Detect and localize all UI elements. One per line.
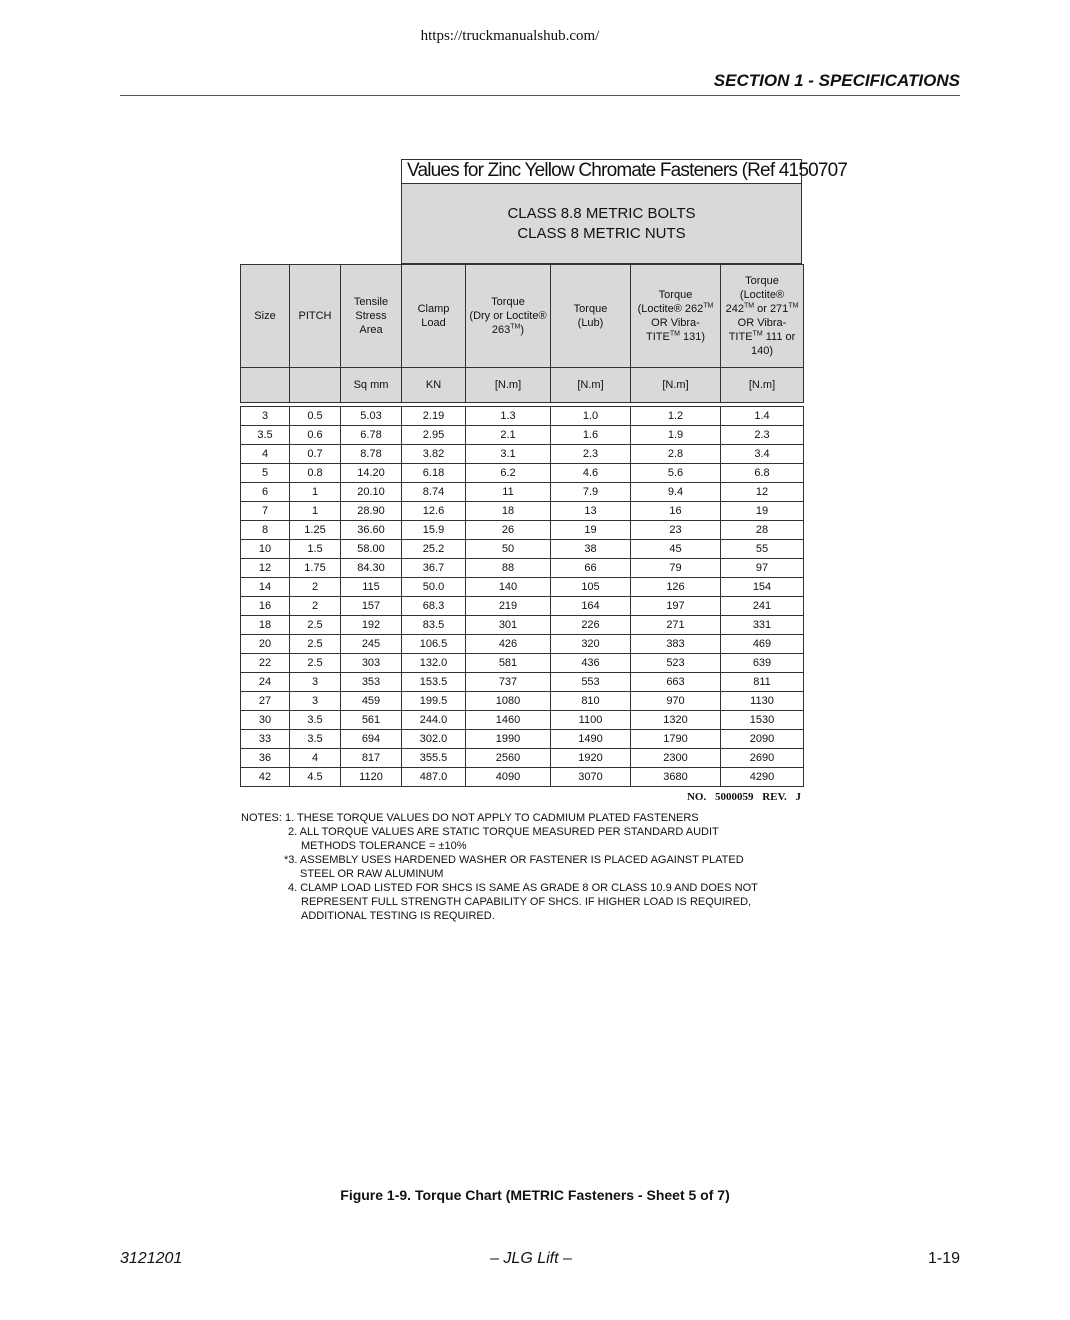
table-cell: 28: [721, 521, 804, 540]
table-cell: 9.4: [631, 483, 721, 502]
table-cell: 3.5: [241, 426, 290, 445]
table-cell: 36.60: [341, 521, 402, 540]
table-cell: 226: [551, 616, 631, 635]
table-cell: 4: [241, 445, 290, 464]
table-cell: 6.78: [341, 426, 402, 445]
table-cell: 83.5: [402, 616, 466, 635]
table-row: [241, 616, 804, 635]
table-cell: 58.00: [341, 540, 402, 559]
table-cell: 6.8: [721, 464, 804, 483]
table-cell: 18: [466, 502, 551, 521]
unit-cell: KN: [402, 368, 466, 403]
table-row: [241, 559, 804, 578]
table-row: [241, 426, 804, 445]
table-body: [241, 407, 804, 787]
table-cell: 20: [241, 635, 290, 654]
table-cell: 197: [631, 597, 721, 616]
table-cell: 0.8: [290, 464, 341, 483]
table-row: [241, 578, 804, 597]
table-cell: 355.5: [402, 749, 466, 768]
table-cell: 3.82: [402, 445, 466, 464]
table-cell: 817: [341, 749, 402, 768]
table-cell: 22: [241, 654, 290, 673]
col-torque-lub: Torque (Lub): [551, 265, 631, 368]
note-line: 2. ALL TORQUE VALUES ARE STATIC TORQUE MEASURED PER STANDARD AUDIT: [288, 826, 719, 838]
table-cell: 154: [721, 578, 804, 597]
table-cell: 639: [721, 654, 804, 673]
table-row: [241, 768, 804, 787]
table-cell: 14: [241, 578, 290, 597]
table-cell: 30: [241, 711, 290, 730]
table-cell: 2.19: [402, 407, 466, 426]
table-cell: 436: [551, 654, 631, 673]
table-cell: 199.5: [402, 692, 466, 711]
table-cell: 20.10: [341, 483, 402, 502]
table-cell: 0.6: [290, 426, 341, 445]
table-cell: 50.0: [402, 578, 466, 597]
document-number: NO. 5000059 REV. J: [686, 791, 801, 803]
table-cell: 8.74: [402, 483, 466, 502]
table-cell: 1.75: [290, 559, 341, 578]
table-cell: 5: [241, 464, 290, 483]
table-cell: 1120: [341, 768, 402, 787]
table-cell: 3.5: [290, 711, 341, 730]
table-cell: 0.7: [290, 445, 341, 464]
class-nuts: CLASS 8 METRIC NUTS: [517, 225, 686, 242]
table-cell: 5.03: [341, 407, 402, 426]
table-cell: 153.5: [402, 673, 466, 692]
table-cell: 2.3: [721, 426, 804, 445]
table-row: [241, 540, 804, 559]
note-line: NOTES: 1. THESE TORQUE VALUES DO NOT APPLY TO CADMIUM PLATED FASTENERS: [241, 812, 699, 824]
table-cell: 66: [551, 559, 631, 578]
table-cell: 3.4: [721, 445, 804, 464]
table-cell: 331: [721, 616, 804, 635]
table-cell: 271: [631, 616, 721, 635]
table-cell: 2.1: [466, 426, 551, 445]
unit-cell: [N.m]: [466, 368, 551, 403]
table-title: Values for Zinc Yellow Chromate Fasteners (Ref 4150707: [402, 160, 801, 184]
table-cell: 5.6: [631, 464, 721, 483]
table-cell: 1.3: [466, 407, 551, 426]
figure-caption: Figure 1-9. Torque Chart (METRIC Fasteners - Sheet 5 of 7): [340, 1187, 730, 1203]
table-cell: 426: [466, 635, 551, 654]
col-pitch: PITCH: [290, 265, 341, 368]
table-cell: 2: [290, 578, 341, 597]
table-cell: 12.6: [402, 502, 466, 521]
source-url: https://truckmanualshub.com/: [420, 28, 600, 44]
note-line: STEEL OR RAW ALUMINUM: [300, 868, 444, 880]
table-cell: 4: [290, 749, 341, 768]
table-cell: 6.18: [402, 464, 466, 483]
table-cell: 38: [551, 540, 631, 559]
table-cell: 26: [466, 521, 551, 540]
table-row: [241, 445, 804, 464]
table-cell: 3.1: [466, 445, 551, 464]
unit-cell: [N.m]: [631, 368, 721, 403]
col-torque-dry: Torque (Dry or Loctite® 263™): [466, 265, 551, 368]
table-cell: 737: [466, 673, 551, 692]
table-cell: 23: [631, 521, 721, 540]
table-cell: 694: [341, 730, 402, 749]
table-cell: 88: [466, 559, 551, 578]
table-cell: 2.3: [551, 445, 631, 464]
table-cell: 3680: [631, 768, 721, 787]
table-cell: 42: [241, 768, 290, 787]
table-cell: 1.2: [631, 407, 721, 426]
column-header-row: [241, 265, 804, 368]
table-cell: 10: [241, 540, 290, 559]
table-cell: 3: [241, 407, 290, 426]
table-cell: 45: [631, 540, 721, 559]
table-cell: 469: [721, 635, 804, 654]
table-cell: 6.2: [466, 464, 551, 483]
table-cell: 1130: [721, 692, 804, 711]
table-cell: 383: [631, 635, 721, 654]
table-cell: 13: [551, 502, 631, 521]
table-cell: 12: [241, 559, 290, 578]
table-cell: 33: [241, 730, 290, 749]
table-cell: 523: [631, 654, 721, 673]
table-cell: 11: [466, 483, 551, 502]
table-cell: 2.5: [290, 635, 341, 654]
unit-cell: [241, 368, 290, 403]
table-cell: 8: [241, 521, 290, 540]
table-cell: 303: [341, 654, 402, 673]
table-cell: 105: [551, 578, 631, 597]
table-cell: 25.2: [402, 540, 466, 559]
table-cell: 244.0: [402, 711, 466, 730]
table-cell: 16: [241, 597, 290, 616]
note-line: ADDITIONAL TESTING IS REQUIRED.: [301, 910, 495, 922]
table-cell: 6: [241, 483, 290, 502]
table-cell: 1.9: [631, 426, 721, 445]
table-cell: 1790: [631, 730, 721, 749]
table-cell: 7.9: [551, 483, 631, 502]
table-cell: 3: [290, 692, 341, 711]
table-cell: 1490: [551, 730, 631, 749]
table-cell: 16: [631, 502, 721, 521]
table-row: [241, 502, 804, 521]
unit-cell: [N.m]: [551, 368, 631, 403]
table-cell: 2560: [466, 749, 551, 768]
table-cell: 1080: [466, 692, 551, 711]
table-cell: 302.0: [402, 730, 466, 749]
col-tensile: Tensile Stress Area: [341, 265, 402, 368]
table-cell: 1.25: [290, 521, 341, 540]
table-cell: 301: [466, 616, 551, 635]
table-row: [241, 464, 804, 483]
table-row: [241, 711, 804, 730]
table-cell: 353: [341, 673, 402, 692]
table-cell: 1: [290, 483, 341, 502]
table-cell: 7: [241, 502, 290, 521]
footer-doc-id: 3121201: [120, 1250, 183, 1267]
table-cell: 1460: [466, 711, 551, 730]
table-cell: 115: [341, 578, 402, 597]
table-cell: 3070: [551, 768, 631, 787]
table-cell: 1: [290, 502, 341, 521]
table-cell: 970: [631, 692, 721, 711]
table-cell: 19: [721, 502, 804, 521]
note-line: 4. CLAMP LOAD LISTED FOR SHCS IS SAME AS GRADE 8 OR CLASS 10.9 AND DOES NOT: [288, 882, 758, 894]
table-cell: 2690: [721, 749, 804, 768]
table-cell: 140: [466, 578, 551, 597]
table-cell: 1100: [551, 711, 631, 730]
table-cell: 68.3: [402, 597, 466, 616]
table-cell: 1.0: [551, 407, 631, 426]
table-cell: 14.20: [341, 464, 402, 483]
table-cell: 4.5: [290, 768, 341, 787]
table-cell: 2.5: [290, 616, 341, 635]
table-cell: 36.7: [402, 559, 466, 578]
table-cell: 27: [241, 692, 290, 711]
table-cell: 241: [721, 597, 804, 616]
table-cell: 3: [290, 673, 341, 692]
table-cell: 36: [241, 749, 290, 768]
table-cell: 126: [631, 578, 721, 597]
table-cell: 245: [341, 635, 402, 654]
table-cell: 106.5: [402, 635, 466, 654]
table-cell: 1.5: [290, 540, 341, 559]
table-cell: 1.4: [721, 407, 804, 426]
table-cell: 2.8: [631, 445, 721, 464]
torque-table: [240, 264, 804, 787]
table-cell: 2: [290, 597, 341, 616]
col-clamp-load: Clamp Load: [402, 265, 466, 368]
col-size: Size: [241, 265, 290, 368]
table-cell: 1990: [466, 730, 551, 749]
table-cell: 811: [721, 673, 804, 692]
class-description: [402, 204, 801, 244]
note-line: *3. ASSEMBLY USES HARDENED WASHER OR FASTENER IS PLACED AGAINST PLATED: [284, 854, 744, 866]
class-bolts: CLASS 8.8 METRIC BOLTS: [507, 205, 696, 222]
table-cell: 663: [631, 673, 721, 692]
table-cell: 19: [551, 521, 631, 540]
table-row: [241, 597, 804, 616]
table-cell: 4090: [466, 768, 551, 787]
table-cell: 487.0: [402, 768, 466, 787]
table-cell: 12: [721, 483, 804, 502]
table-row: [241, 730, 804, 749]
table-cell: 219: [466, 597, 551, 616]
unit-cell: [N.m]: [721, 368, 804, 403]
unit-cell: Sq mm: [341, 368, 402, 403]
units-row: [241, 368, 804, 403]
table-cell: 581: [466, 654, 551, 673]
table-cell: 97: [721, 559, 804, 578]
table-cell: 24: [241, 673, 290, 692]
table-cell: 2090: [721, 730, 804, 749]
table-cell: 18: [241, 616, 290, 635]
table-cell: 15.9: [402, 521, 466, 540]
table-cell: 1.6: [551, 426, 631, 445]
table-cell: 192: [341, 616, 402, 635]
table-row: [241, 521, 804, 540]
table-cell: 4290: [721, 768, 804, 787]
table-cell: 164: [551, 597, 631, 616]
table-row: [241, 692, 804, 711]
table-cell: 2300: [631, 749, 721, 768]
table-cell: 84.30: [341, 559, 402, 578]
notes-block: [241, 811, 841, 923]
table-row: [241, 654, 804, 673]
section-title: SECTION 1 - SPECIFICATIONS: [713, 71, 960, 90]
footer-brand: – JLG Lift –: [490, 1250, 572, 1267]
table-cell: 28.90: [341, 502, 402, 521]
note-line: METHODS TOLERANCE = ±10%: [301, 840, 467, 852]
table-cell: 459: [341, 692, 402, 711]
col-torque-loctite-242: Torque (Loctite® 242™ or 271™ OR Vibra- TITE™ 111 or 140): [721, 265, 804, 368]
table-cell: 1320: [631, 711, 721, 730]
col-torque-loctite-262: Torque (Loctite® 262™ OR Vibra- TITE™ 131): [631, 265, 721, 368]
table-row: [241, 749, 804, 768]
table-cell: 79: [631, 559, 721, 578]
table-cell: 4.6: [551, 464, 631, 483]
table-cell: 1920: [551, 749, 631, 768]
footer-page-number: 1-19: [927, 1250, 960, 1267]
table-cell: 1530: [721, 711, 804, 730]
table-header-box: [401, 159, 848, 264]
table-cell: 553: [551, 673, 631, 692]
header-rule: [120, 95, 960, 96]
table-cell: 132.0: [402, 654, 466, 673]
note-line: REPRESENT FULL STRENGTH CAPABILITY OF SHCS. IF HIGHER LOAD IS REQUIRED,: [301, 896, 752, 908]
table-cell: 810: [551, 692, 631, 711]
table-cell: 157: [341, 597, 402, 616]
table-row: [241, 673, 804, 692]
table-cell: 561: [341, 711, 402, 730]
table-cell: 320: [551, 635, 631, 654]
table-cell: 3.5: [290, 730, 341, 749]
table-cell: 2.95: [402, 426, 466, 445]
table-row: [241, 407, 804, 426]
table-cell: 8.78: [341, 445, 402, 464]
table-cell: 50: [466, 540, 551, 559]
table-cell: 55: [721, 540, 804, 559]
unit-cell: [290, 368, 341, 403]
table-cell: 0.5: [290, 407, 341, 426]
table-row: [241, 635, 804, 654]
table-row: [241, 483, 804, 502]
table-cell: 2.5: [290, 654, 341, 673]
